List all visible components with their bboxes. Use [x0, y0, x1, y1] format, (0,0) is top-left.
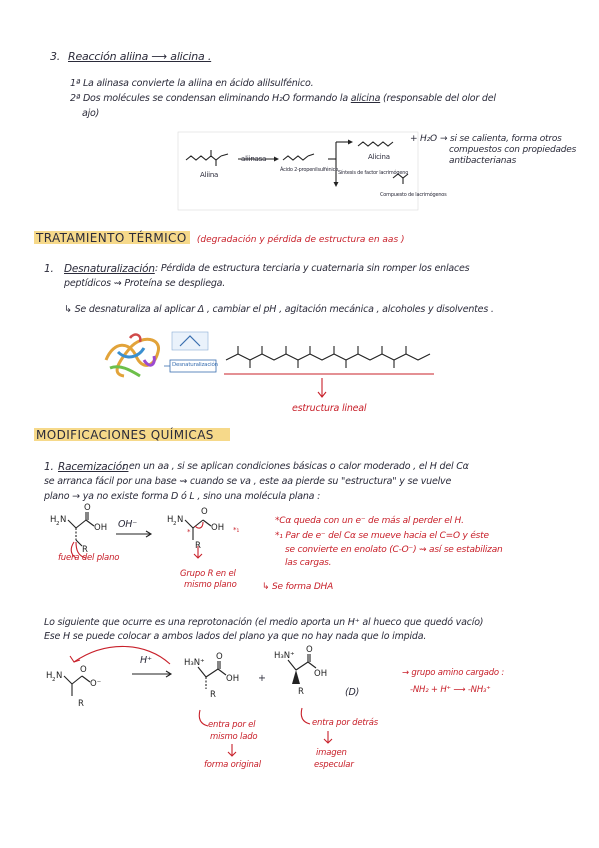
racem-line-1: : en un aa , si se aplican condiciones básicas o calor moderado , el H del Cα — [123, 461, 469, 472]
heading-chem: MODIFICACIONES QUÍMICAS — [36, 428, 214, 442]
enolate-structure-2 — [44, 666, 134, 716]
svg-text:OH: OH — [211, 523, 225, 533]
item-2-highlight-word: alicina — [350, 93, 381, 104]
heading-thermal — [36, 231, 405, 245]
linear-peptide — [222, 340, 442, 376]
racem-note-left: fuera del plano — [58, 553, 120, 563]
denat-arrow-label: estructura lineal — [292, 403, 367, 414]
enter-back-2: imagen — [316, 748, 347, 758]
racem-reagent: OH⁻ — [118, 519, 138, 530]
racem-note-right-2: *₁ Par de e⁻ del Cα se mueve hacia el C=O y éste — [275, 531, 489, 541]
svg-text:2: 2 — [173, 521, 177, 527]
racem-note-right-4: las cargas. — [285, 558, 332, 568]
svg-text:H: H — [50, 515, 57, 525]
svg-text:O⁻: O⁻ — [90, 679, 102, 689]
svg-text:2: 2 — [52, 677, 56, 683]
svg-text:2: 2 — [56, 521, 60, 527]
svg-text:N: N — [60, 515, 67, 525]
svg-text:O: O — [84, 503, 91, 513]
svg-text:R: R — [78, 699, 84, 709]
racem-note-right-3: se convierte en enolato (C-O⁻) ⇝ así se estabilizan — [285, 545, 503, 555]
section-3-item-2-cont: ajo) — [82, 108, 100, 119]
section-3-title: Reacción aliina ⟶ alicina . — [68, 50, 212, 63]
racem-line-2: se arranca fácil por una base ⇝ cuando se va , este aa pierde su "estructura" y se vuelve — [44, 476, 452, 487]
enter-front-3: forma original — [204, 760, 261, 770]
scheme-alicina-label: Alicina — [368, 153, 390, 161]
scheme-note-1: → si se calienta, forma otros — [440, 134, 562, 144]
denat-title: Desnaturalización — [64, 263, 155, 275]
item-2-text: 2ª Dos molécules se condensan eliminando H₂O formando la — [70, 93, 348, 104]
heading-thermal-title: TRATAMIENTO TÉRMICO — [36, 231, 187, 245]
item-2-text-tail: (responsable del olor del — [383, 93, 496, 104]
svg-text:N: N — [177, 515, 184, 525]
amino-note-2: -NH₂ + H⁺ ⟶ -NH₃⁺ — [410, 685, 491, 695]
svg-text:OH: OH — [314, 669, 328, 679]
racem-reaction-arrow — [116, 530, 156, 538]
denat-line-3: ↳ Se desnaturaliza al aplicar Δ , cambiar el pH , agitación mecánica , alcoholes y disolventes . — [64, 304, 494, 315]
denat-number: 1. — [44, 263, 54, 275]
racem-note-mid-2: mismo plano — [184, 580, 237, 590]
denat-line-1: : Pérdida de estructura terciaria y cuaternaria sin romper los enlaces — [155, 263, 470, 274]
racem-note-right-5: ↳ Se forma DHA — [262, 582, 334, 592]
racem-number: 1. — [44, 461, 54, 473]
heading-thermal-subtitle: (degradación y pérdida de estructura en aas ) — [196, 235, 405, 245]
svg-text:OH: OH — [226, 674, 240, 684]
denat-caption: Desnaturalización — [172, 362, 218, 368]
scheme-note-3: antibacterianas — [449, 156, 517, 166]
d-amino-acid-structure — [272, 645, 342, 698]
racem-paragraph-1: Lo siguiente que ocurre es una reprotonación (el medio aporta un H⁺ al hueco que quedó vacío) — [44, 617, 484, 628]
svg-text:*: * — [187, 528, 191, 536]
scheme-note-2: compuestos con propiedades — [449, 145, 577, 155]
svg-text:*₁: *₁ — [233, 526, 240, 534]
svg-text:O: O — [201, 507, 208, 517]
svg-text:R: R — [210, 690, 216, 700]
svg-text:R: R — [82, 545, 88, 555]
enter-front-1: entra por el — [208, 720, 256, 730]
l-amino-acid-structure — [182, 652, 262, 705]
svg-text:OH: OH — [94, 523, 108, 533]
svg-text:H: H — [167, 515, 174, 525]
section-3-number: 3. — [50, 50, 61, 63]
racem-paragraph-2: Ese H se puede colocar a ambos lados del plano ya que no hay nada que lo impida. — [44, 631, 427, 642]
scheme-aliina-label: Aliina — [200, 171, 219, 179]
reprot-reaction-arrow — [132, 670, 176, 678]
svg-text:O: O — [80, 665, 87, 675]
svg-text:H₃N⁺: H₃N⁺ — [184, 658, 205, 668]
scheme-bottom-label-1: Síntesis de factor lacrimógeno — [338, 170, 409, 176]
svg-text:O: O — [306, 645, 313, 655]
svg-text:R: R — [298, 687, 304, 697]
racem-note-mid-1: Grupo R en el — [180, 569, 236, 579]
down-arrow-linear — [316, 378, 328, 400]
enter-back-3: especular — [314, 760, 354, 770]
scheme-water: + H₂O — [410, 134, 437, 144]
section-3-item-2 — [70, 93, 496, 104]
reprot-reagent: H⁺ — [140, 655, 152, 666]
enter-front-down-arrow — [226, 744, 238, 758]
reprot-plus: + — [258, 673, 266, 684]
scheme-reagent-label: aliinasa — [241, 155, 267, 163]
svg-text:H₃N⁺: H₃N⁺ — [274, 651, 295, 661]
denat-line-2: peptídicos ⇝ Proteína se despliega. — [64, 278, 226, 289]
enter-back-down-arrow — [322, 731, 334, 745]
svg-text:H: H — [46, 671, 53, 681]
svg-text:R: R — [195, 541, 201, 551]
section-3-item-1: 1ª La alinasa convierte la aliina en ácido alilsulfénico. — [70, 78, 314, 89]
mid-note-arrow — [192, 546, 204, 560]
enter-front-2: mismo lado — [210, 732, 258, 742]
enter-back-arrow — [298, 708, 312, 728]
racem-title: Racemización — [58, 461, 129, 473]
enter-back-1: entra por detrás — [312, 718, 379, 728]
amino-note-1: → grupo amino cargado : — [402, 668, 505, 678]
svg-text:N: N — [56, 671, 63, 681]
scheme-bottom-label-2: Compuesto de lacrimógenos — [380, 192, 447, 198]
svg-text:O: O — [216, 652, 223, 662]
protein-structure-image — [100, 330, 220, 382]
enolate-structure — [165, 507, 245, 560]
racem-note-right-1: *Cα queda con un e⁻ de más al perder el H. — [275, 516, 464, 526]
scheme-intermediate-label: Ácido 2-propenilsulfénico — [280, 167, 339, 173]
reprot-label-d: (D) — [345, 687, 360, 698]
racem-line-3: plano → ya no existe forma D ó L , sino una molécula plana : — [44, 491, 321, 502]
